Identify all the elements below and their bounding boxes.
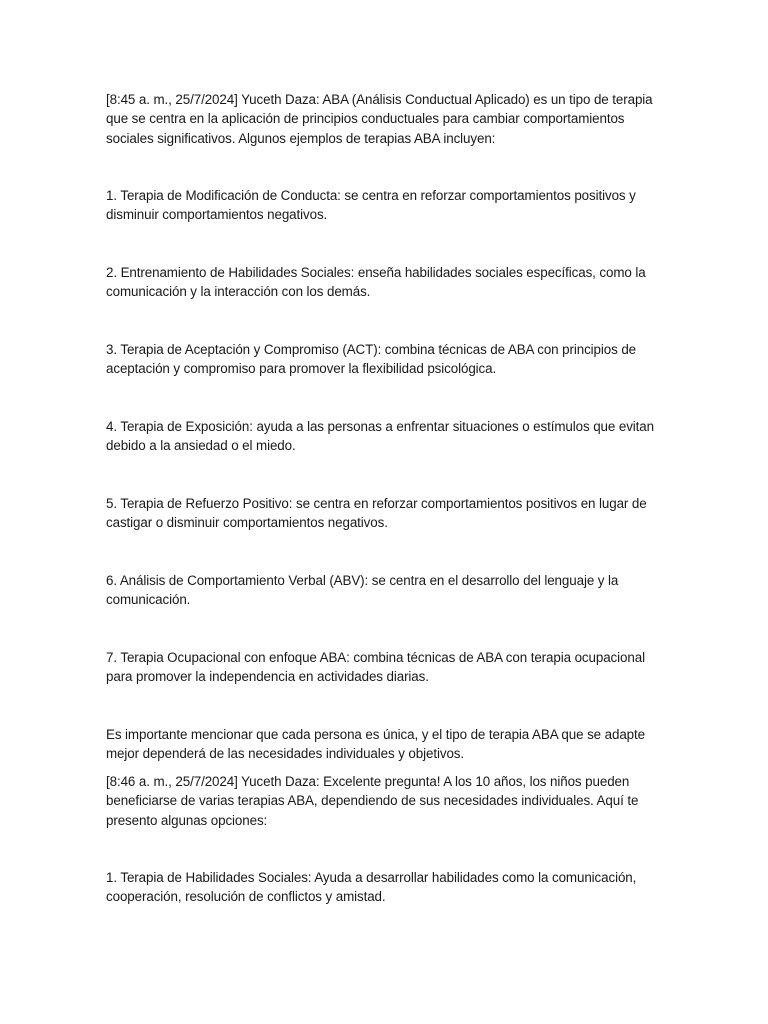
list-item-2: 2. Entrenamiento de Habilidades Sociales: enseña habilidades sociales específicas, como la comunicación y la interacción con los demás. xyxy=(106,265,646,300)
list-item-4: 4. Terapia de Exposición: ayuda a las personas a enfrentar situaciones o estímulos que evitan debido a la ansiedad o el miedo. xyxy=(106,419,654,454)
list-item-1: 1. Terapia de Modificación de Conducta: se centra en reforzar comportamientos positivos y disminuir comportamientos negativos. xyxy=(106,188,636,223)
list-item-3: 3. Terapia de Aceptación y Compromiso (ACT): combina técnicas de ABA con principios de aceptación y compromiso para promover la flexibilidad psicológica. xyxy=(106,342,637,377)
list-item-second-1: 1. Terapia de Habilidades Sociales: Ayuda a desarrollar habilidades como la comunicación, cooperación, resolución de conflictos y amistad. xyxy=(106,870,637,905)
list-item-7: 7. Terapia Ocupacional con enfoque ABA: combina técnicas de ABA con terapia ocupacional para promover la independencia en actividades diarias. xyxy=(106,650,645,685)
list-item-5: 5. Terapia de Refuerzo Positivo: se centra en reforzar comportamientos positivos en lugar de castigar o disminuir comportamientos negativos. xyxy=(106,496,647,531)
message-1-intro: [8:45 a. m., 25/7/2024] Yuceth Daza: ABA (Análisis Conductual Aplicado) es un tipo de terapia que se centra en la aplicación de principios conductuales para cambiar comportamientos sociales significativos. Algunos ejemplos de terapias ABA incluyen: xyxy=(106,92,653,146)
closing-note: Es importante mencionar que cada persona es única, y el tipo de terapia ABA que se adapte mejor dependerá de las necesidades individuales y objetivos. xyxy=(106,727,645,762)
message-2-intro: [8:46 a. m., 25/7/2024] Yuceth Daza: Excelente pregunta! A los 10 años, los niños pueden beneficiarse de varias terapias ABA, dependiendo de sus necesidades individuales. Aquí te presento algunas opciones: xyxy=(106,774,639,828)
list-item-6: 6. Análisis de Comportamiento Verbal (ABV): se centra en el desarrollo del lenguaje y la comunicación. xyxy=(106,573,619,608)
